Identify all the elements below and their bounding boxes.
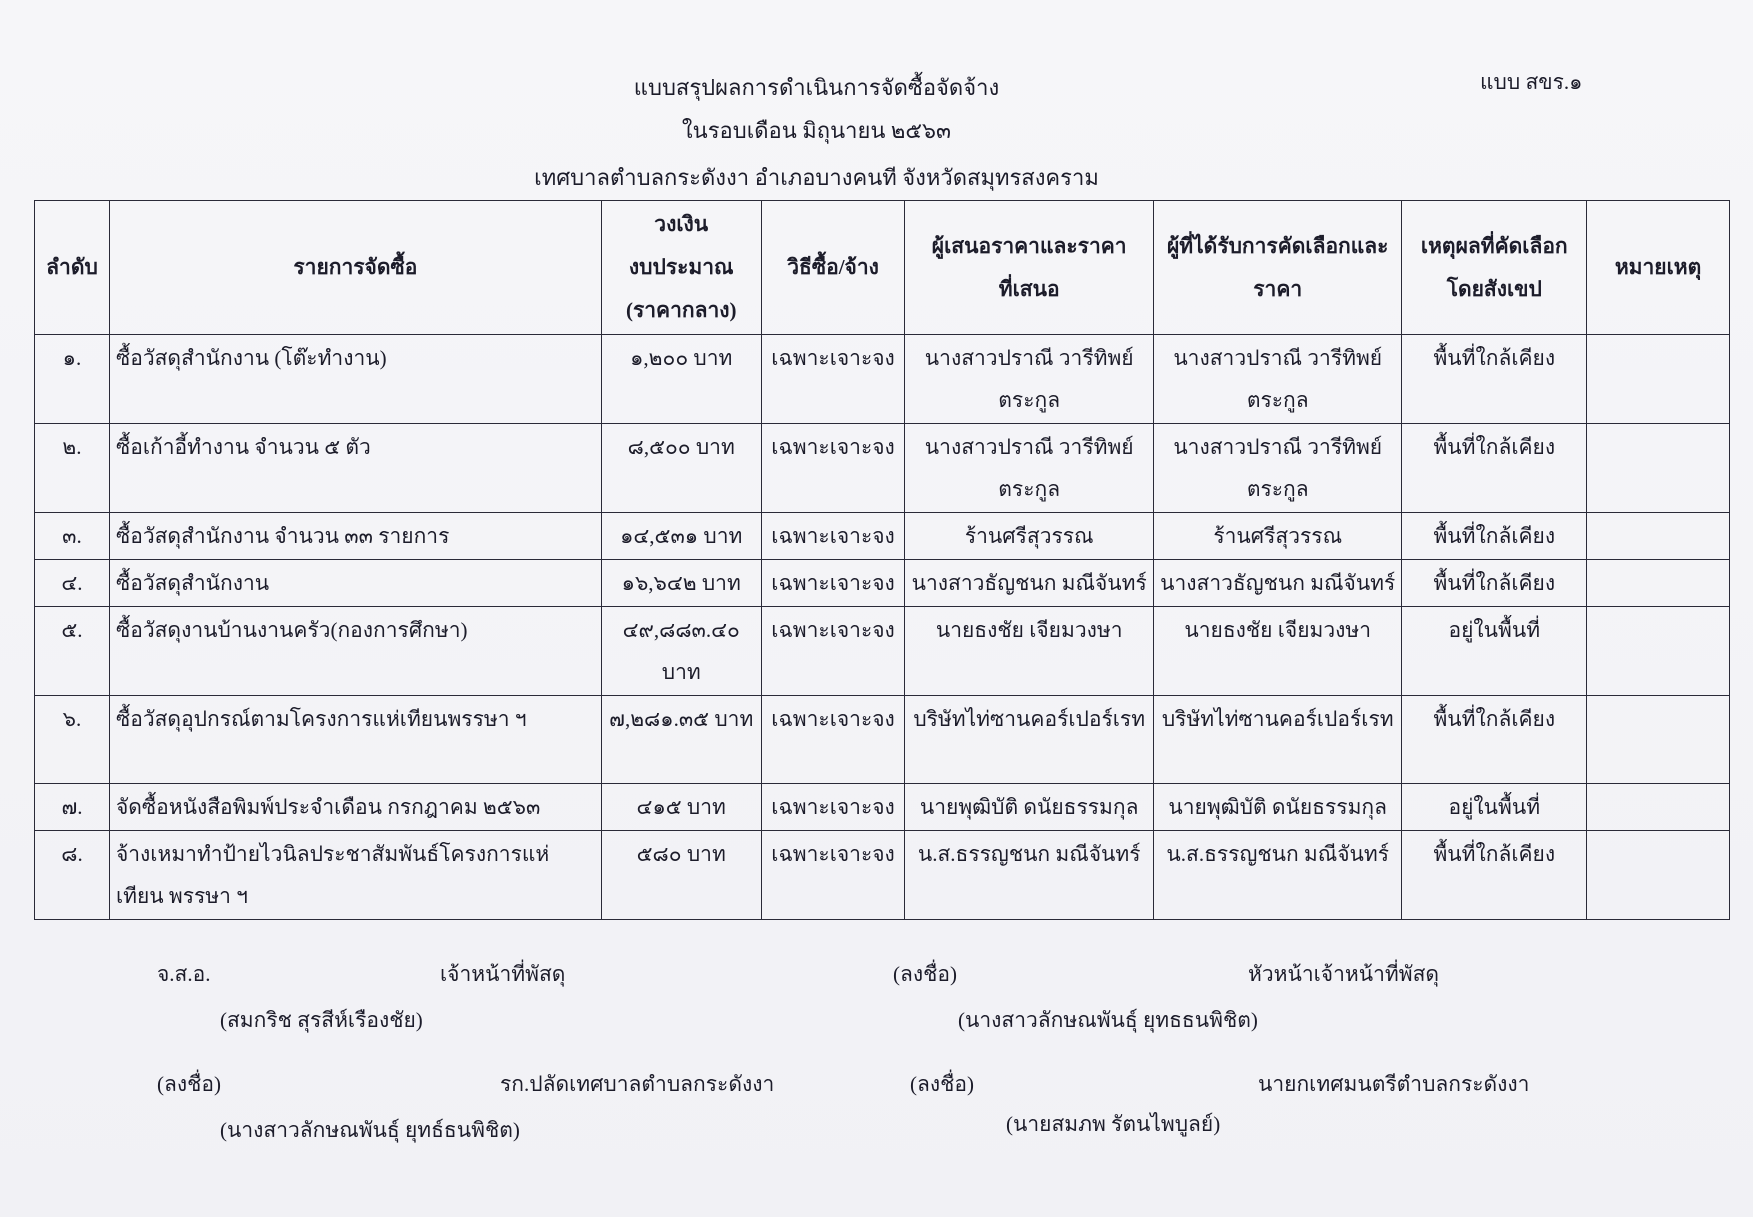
- report-period: ในรอบเดือน มิถุนายน ๒๕๖๓: [681, 118, 952, 143]
- row-budget: ๔๙,๘๘๓.๔๐ บาท: [601, 607, 761, 696]
- row-winner: นายธงชัย เจียมวงษา: [1153, 607, 1402, 696]
- row-item: ซื้อเก้าอี้ทำงาน จำนวน ๕ ตัว: [109, 424, 601, 513]
- row-offer: นางสาวธัญชนก มณีจันทร์: [905, 560, 1154, 607]
- table-header-row: [35, 201, 1730, 335]
- signer-1-prefix: จ.ส.อ.: [157, 962, 211, 986]
- header-no: ลำดับ: [35, 201, 110, 335]
- signer-3-prefix: (ลงชื่อ): [157, 1072, 221, 1096]
- row-reason: พื้นที่ใกล้เคียง: [1402, 335, 1587, 424]
- row-budget: ๕๘๐ บาท: [601, 831, 761, 920]
- row-offer: นางสาวปราณี วารีทิพย์ ตระกูล: [905, 424, 1154, 513]
- row-note: [1587, 513, 1730, 560]
- row-method: เฉพาะเจาะจง: [761, 696, 905, 784]
- agency-name: เทศบาลตำบลกระดังงา อำเภอบางคนที จังหวัดสมุทรสงคราม: [534, 165, 1099, 190]
- row-no: ๒.: [35, 424, 110, 513]
- row-method: เฉพาะเจาะจง: [761, 607, 905, 696]
- row-budget: ๑๖,๖๔๒ บาท: [601, 560, 761, 607]
- table-row: [35, 607, 1730, 696]
- procurement-summary-table: [34, 200, 1730, 920]
- row-winner: นางสาวปราณี วารีทิพย์ ตระกูล: [1153, 424, 1402, 513]
- signer-3-name: (นางสาวลักษณพันธุ์ ยุทธ์ธนพิชิต): [220, 1118, 520, 1142]
- header-offer-line-2: ที่เสนอ: [998, 276, 1060, 301]
- row-no: ๑.: [35, 335, 110, 424]
- row-method: เฉพาะเจาะจง: [761, 424, 905, 513]
- signer-3-title: รก.ปลัดเทศบาลตำบลกระดังงา: [500, 1072, 775, 1096]
- row-budget: ๘,๕๐๐ บาท: [601, 424, 761, 513]
- row-reason: พื้นที่ใกล้เคียง: [1402, 424, 1587, 513]
- row-budget: ๑๔,๕๓๑ บาท: [601, 513, 761, 560]
- document-title: แบบสรุปผลการดำเนินการจัดซื้อจัดจ้าง: [633, 75, 1000, 100]
- row-reason: พื้นที่ใกล้เคียง: [1402, 696, 1587, 784]
- row-reason: อยู่ในพื้นที่: [1402, 784, 1587, 831]
- row-method: เฉพาะเจาะจง: [761, 560, 905, 607]
- row-reason: พื้นที่ใกล้เคียง: [1402, 513, 1587, 560]
- row-note: [1587, 784, 1730, 831]
- row-winner: ร้านศรีสุวรรณ: [1153, 513, 1402, 560]
- row-winner: บริษัทไท่ซานคอร์เปอร์เรท: [1153, 696, 1402, 784]
- row-item: ซื้อวัสดุงานบ้านงานครัว(กองการศึกษา): [109, 607, 601, 696]
- header-item: รายการจัดซื้อ: [109, 201, 601, 335]
- row-reason: อยู่ในพื้นที่: [1402, 607, 1587, 696]
- row-offer: นายพุฒิบัติ ดนัยธรรมกุล: [905, 784, 1154, 831]
- signer-4-title: นายกเทศมนตรีตำบลกระดังงา: [1258, 1072, 1530, 1096]
- header-offer-line-1: ผู้เสนอราคาและราคา: [931, 233, 1127, 258]
- row-item: ซื้อวัสดุสำนักงาน จำนวน ๓๓ รายการ: [109, 513, 601, 560]
- header-note: หมายเหตุ: [1587, 201, 1730, 335]
- row-item: จ้างเหมาทำป้ายไวนิลประชาสัมพันธ์โครงการแห่เทียน พรรษา ฯ: [109, 831, 601, 920]
- row-item: จัดซื้อหนังสือพิมพ์ประจำเดือน กรกฎาคม ๒๕๖๓: [109, 784, 601, 831]
- row-reason: พื้นที่ใกล้เคียง: [1402, 560, 1587, 607]
- signer-4-prefix: (ลงชื่อ): [910, 1072, 974, 1096]
- table-row: [35, 424, 1730, 513]
- header-reason-line-1: เหตุผลที่คัดเลือก: [1420, 233, 1568, 258]
- header-budget-line-3: (ราคากลาง): [625, 298, 737, 322]
- row-offer: น.ส.ธรรญชนก มณีจันทร์: [905, 831, 1154, 920]
- row-winner: น.ส.ธรรญชนก มณีจันทร์: [1153, 831, 1402, 920]
- signer-2-name: (นางสาวลักษณพันธุ์ ยุทธธนพิชิต): [958, 1008, 1258, 1032]
- table-row: [35, 696, 1730, 784]
- row-method: เฉพาะเจาะจง: [761, 335, 905, 424]
- header-budget-line-2: งบประมาณ: [628, 255, 734, 279]
- row-offer: นางสาวปราณี วารีทิพย์ ตระกูล: [905, 335, 1154, 424]
- row-note: [1587, 560, 1730, 607]
- row-winner: นางสาวปราณี วารีทิพย์ ตระกูล: [1153, 335, 1402, 424]
- row-no: ๗.: [35, 784, 110, 831]
- row-method: เฉพาะเจาะจง: [761, 831, 905, 920]
- row-offer: บริษัทไท่ซานคอร์เปอร์เรท: [905, 696, 1154, 784]
- row-winner: นายพุฒิบัติ ดนัยธรรมกุล: [1153, 784, 1402, 831]
- table-row: [35, 831, 1730, 920]
- signer-2-prefix: (ลงชื่อ): [893, 962, 957, 986]
- header-winner-line-2: ราคา: [1253, 276, 1303, 301]
- row-item: ซื้อวัสดุอุปกรณ์ตามโครงการแห่เทียนพรรษา ฯ: [109, 696, 601, 784]
- header-reason-line-2: โดยสังเขป: [1446, 276, 1542, 301]
- row-budget: ๑,๒๐๐ บาท: [601, 335, 761, 424]
- signer-2-title: หัวหน้าเจ้าหน้าที่พัสดุ: [1248, 962, 1440, 986]
- form-code: แบบ สขร.๑: [1480, 70, 1583, 94]
- row-method: เฉพาะเจาะจง: [761, 784, 905, 831]
- header-winner-line-1: ผู้ที่ได้รับการคัดเลือกและ: [1166, 233, 1389, 258]
- table-row: [35, 560, 1730, 607]
- row-offer: นายธงชัย เจียมวงษา: [905, 607, 1154, 696]
- header-budget: [601, 201, 761, 335]
- header-method: วิธีซื้อ/จ้าง: [761, 201, 905, 335]
- table-row: [35, 335, 1730, 424]
- row-no: ๘.: [35, 831, 110, 920]
- row-item: ซื้อวัสดุสำนักงาน: [109, 560, 601, 607]
- row-no: ๖.: [35, 696, 110, 784]
- row-reason: พื้นที่ใกล้เคียง: [1402, 831, 1587, 920]
- row-budget: ๗,๒๘๑.๓๕ บาท: [601, 696, 761, 784]
- header-winner: [1153, 201, 1402, 335]
- signer-4-name: (นายสมภพ รัตนไพบูลย์): [1006, 1112, 1221, 1136]
- signer-1-title: เจ้าหน้าที่พัสดุ: [440, 962, 566, 986]
- row-note: [1587, 831, 1730, 920]
- signer-1-name: (สมกริช สุรสีห์เรืองชัย): [220, 1008, 423, 1032]
- header-offer: [905, 201, 1154, 335]
- row-note: [1587, 696, 1730, 784]
- row-note: [1587, 607, 1730, 696]
- header-budget-line-1: วงเงิน: [654, 212, 709, 236]
- row-budget: ๔๑๕ บาท: [601, 784, 761, 831]
- header-reason: [1402, 201, 1587, 335]
- row-note: [1587, 424, 1730, 513]
- row-winner: นางสาวธัญชนก มณีจันทร์: [1153, 560, 1402, 607]
- row-method: เฉพาะเจาะจง: [761, 513, 905, 560]
- table-row: [35, 513, 1730, 560]
- row-no: ๕.: [35, 607, 110, 696]
- row-no: ๔.: [35, 560, 110, 607]
- row-note: [1587, 335, 1730, 424]
- row-no: ๓.: [35, 513, 110, 560]
- row-offer: ร้านศรีสุวรรณ: [905, 513, 1154, 560]
- table-row: [35, 784, 1730, 831]
- row-item: ซื้อวัสดุสำนักงาน (โต๊ะทำงาน): [109, 335, 601, 424]
